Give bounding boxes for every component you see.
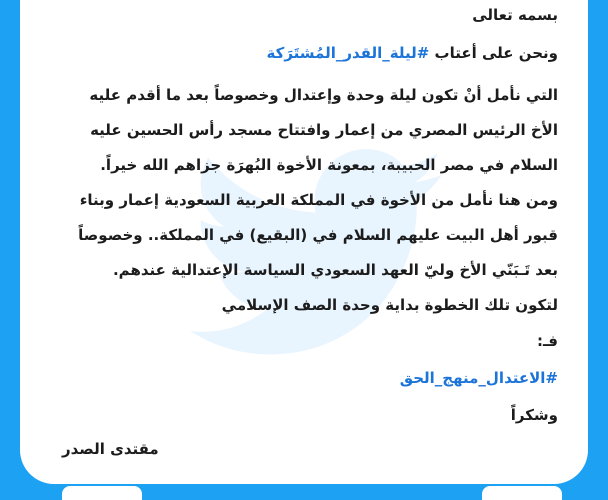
post-line: قبور أهل البيت عليهم السلام في (البقيع) في المملكة.. وخصوصاً xyxy=(78,226,558,244)
post-line: بعد تَـبَنّي الأخ وليّ العهد السعودي السياسة الإعتدالية عندهم. xyxy=(112,261,558,279)
post-line: فـ: xyxy=(537,332,558,350)
twitter-bird-icon xyxy=(190,148,450,363)
hashtag-link[interactable]: #ليلة_القدر_المُشتَرَكة xyxy=(266,44,430,62)
hashtag-link[interactable]: #الاعتدال_منهج_الحق xyxy=(399,369,558,387)
bottom-bar-hint xyxy=(0,486,608,495)
post-line xyxy=(267,44,558,62)
post-line: وشكراً xyxy=(510,406,558,424)
post-text: ونحن على أعتاب xyxy=(429,44,558,62)
bottom-tab-right xyxy=(482,486,562,500)
post-line: ومن هنا نأمل من الأخوة في المملكة العربية السعودية إعمار وبناء xyxy=(79,191,558,209)
post-line: الأخ الرئيس المصري من إعمار وافتتاح مسجد رأس الحسين عليه xyxy=(90,121,558,139)
post-line: السلام في مصر الحبيبة، بمعونة الأخوة البُهرَة جزاهم الله خيراً. xyxy=(100,156,558,174)
post-line: لتكون تلك الخطوة بداية وحدة الصف الإسلامي xyxy=(221,296,558,314)
signature: مقتدى الصدر xyxy=(62,440,159,458)
post-line: التي نأمل أنْ تكون ليلة وحدة وإعتدال وخصوصاً بعد ما أقدم عليه xyxy=(89,86,558,104)
post-line: بسمه تعالى xyxy=(472,6,558,24)
tweet-card xyxy=(20,0,588,484)
bottom-tab-left xyxy=(62,486,142,500)
